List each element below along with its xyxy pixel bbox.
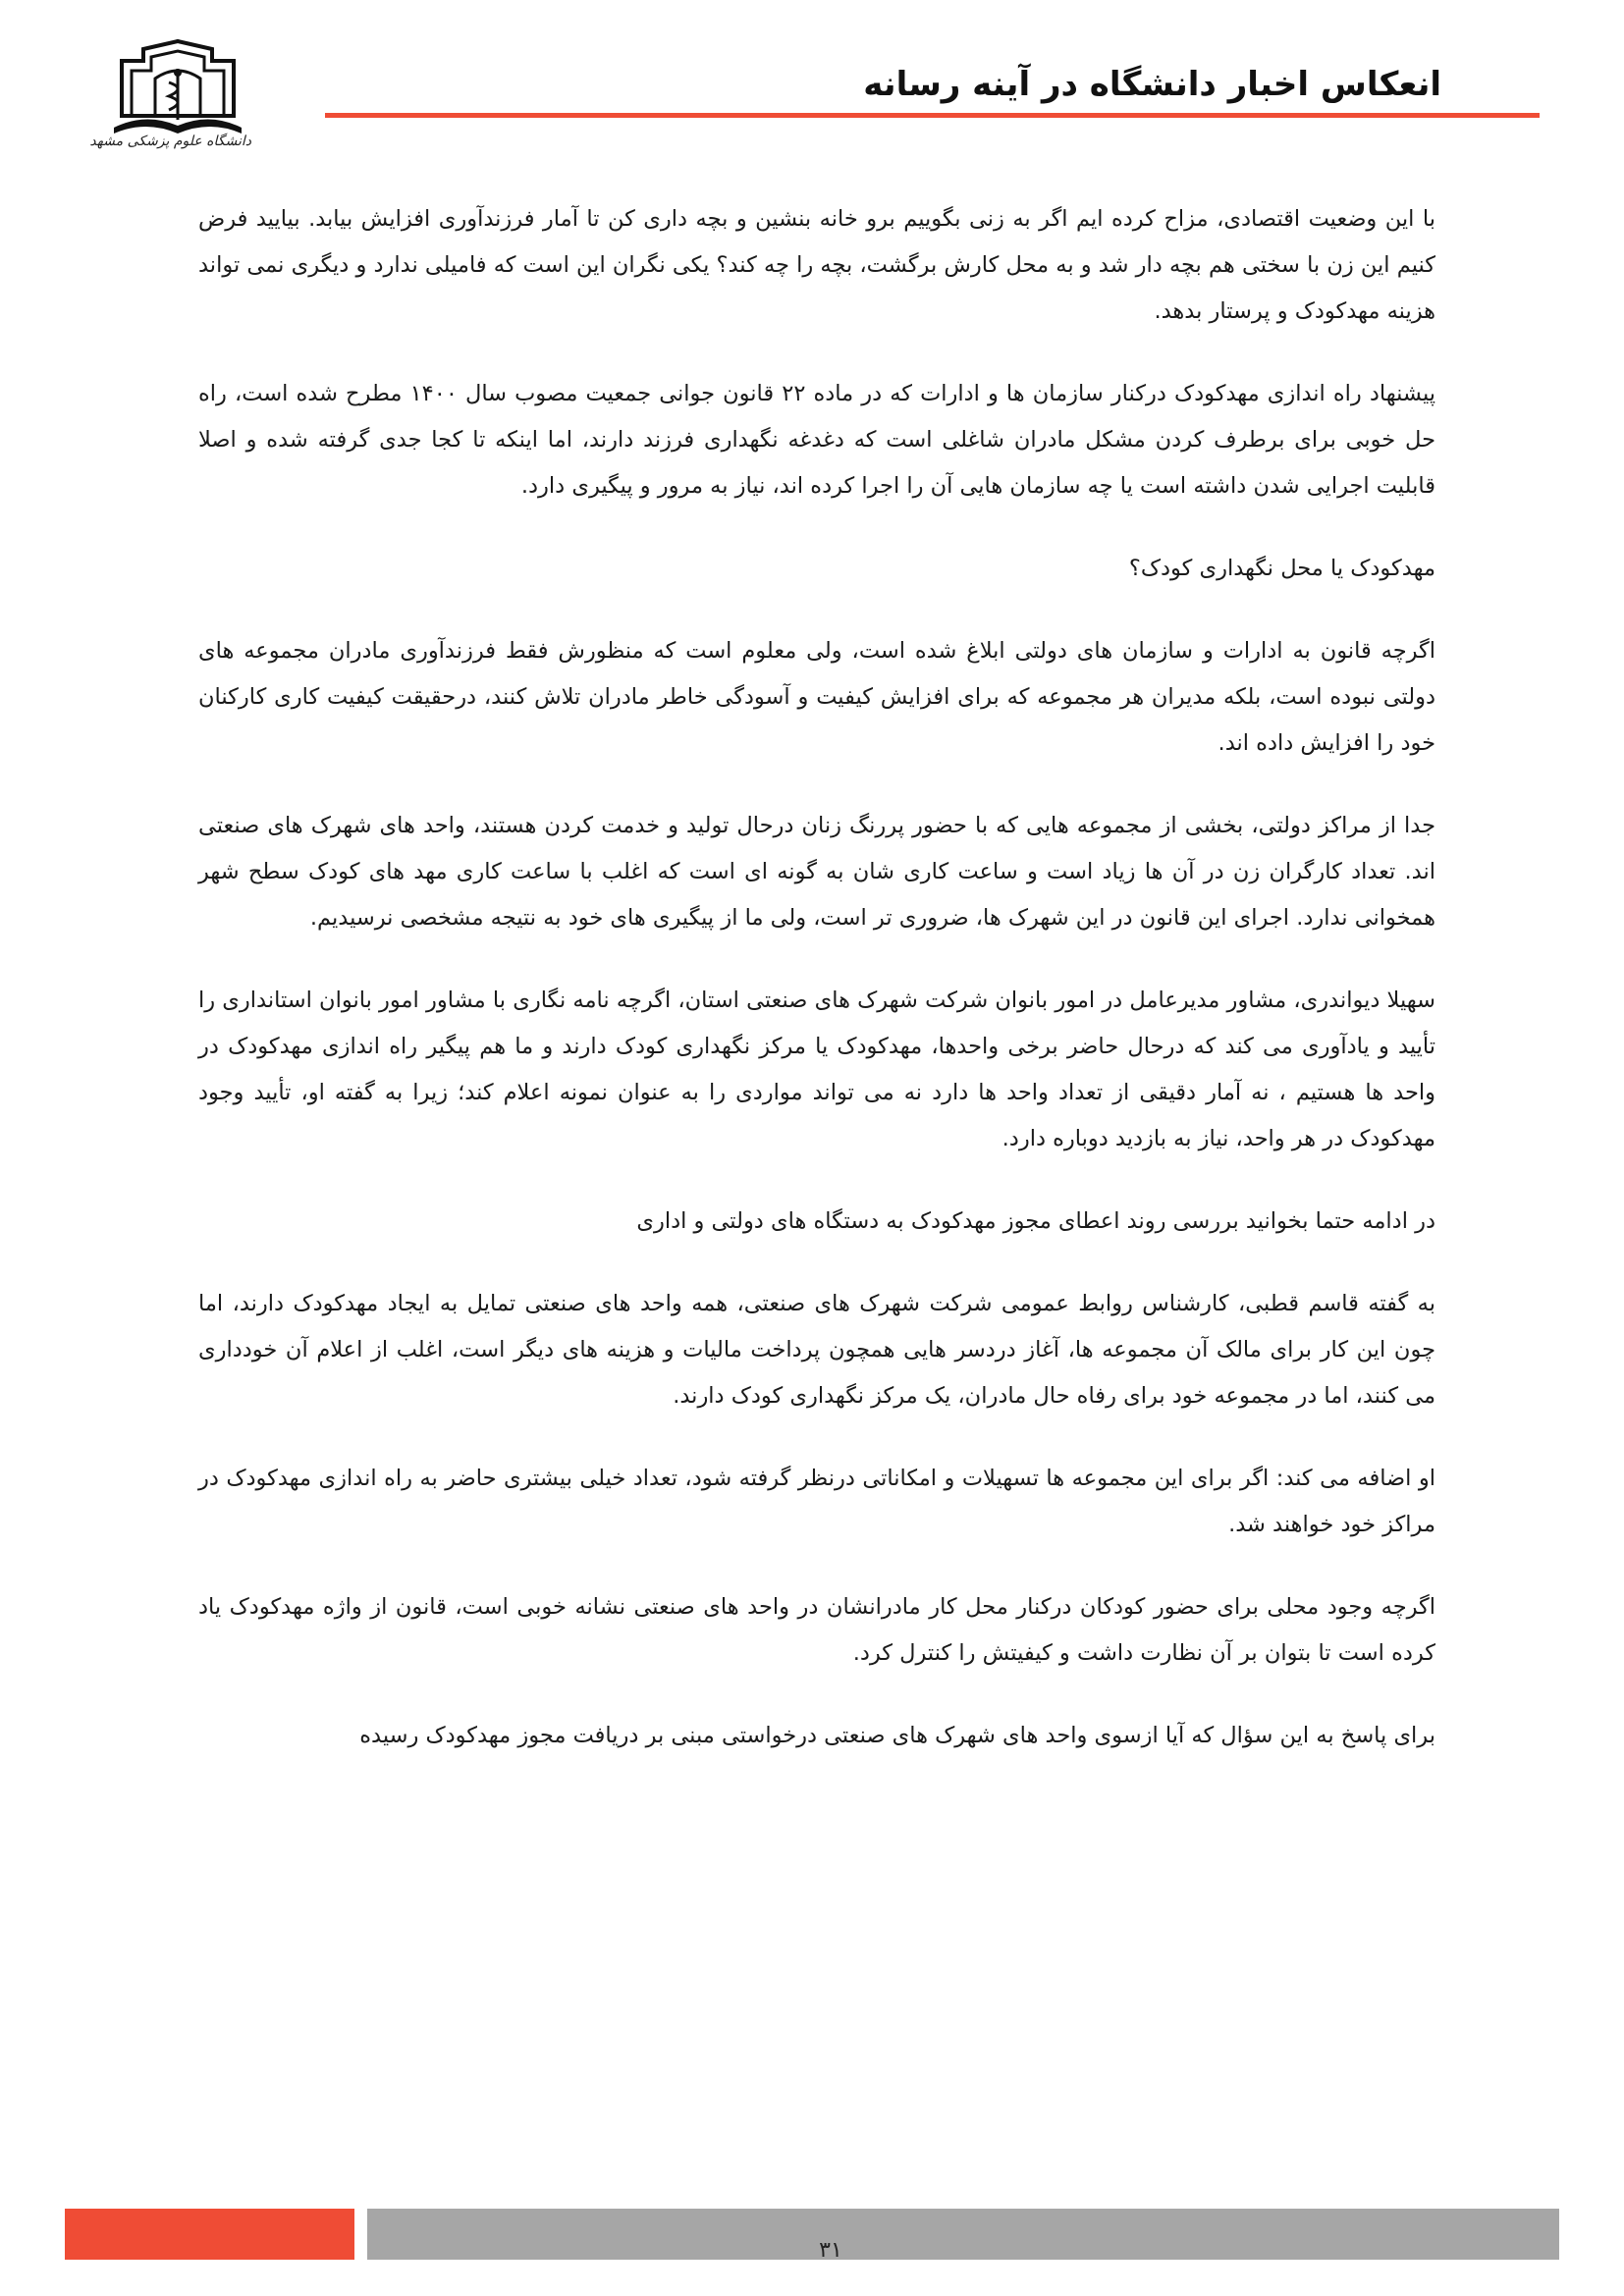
logo-caption: دانشگاه علوم پزشکی مشهد: [89, 133, 251, 149]
header-title: انعکاس اخبار دانشگاه در آینه رسانه: [863, 65, 1441, 104]
article-body: [198, 196, 1435, 1795]
header-rule: [325, 113, 1540, 118]
paragraph: اگرچه وجود محلی برای حضور کودکان درکنار محل کار مادرانشان در واحد های صنعتی نشانه خوبی است، قانون از واژه مهدکودک یاد کرده است تا بتوان بر آن نظارت داشت و کیفیتش را کنترل کرد.: [198, 1594, 1435, 1666]
related-link-text: در ادامه حتما بخوانید بررسی روند اعطای مجوز مهدکودک به دستگاه های دولتی و اداری: [636, 1208, 1435, 1234]
university-emblem-icon: [89, 39, 251, 177]
paragraph: جدا از مراکز دولتی، بخشی از مجموعه هایی که با حضور پررنگ زنان درحال تولید و خدمت کردن هستند، واحد های شهرک های صنعتی اند. تعداد کارگران زن در آن ها زیاد است و ساعت کاری شان به گونه ای است که اغلب با ساعت کاری مهد های کودک سطح شهر همخوانی ندارد. اجرای این قانون در این شهرک ها، ضروری تر است، ولی ما از پیگیری های خود به نتیجه مشخصی نرسیدیم.: [198, 813, 1435, 931]
footer-gray-bar: [367, 2209, 1559, 2260]
paragraph: او اضافه می کند: اگر برای این مجموعه ها تسهیلات و امکاناتی درنظر گرفته شود، تعداد خیلی بیشتری حاضر به راه اندازی مهدکودک در مراکز خود خواهند شد.: [198, 1466, 1435, 1537]
page-number: ۳۱: [819, 2238, 842, 2263]
paragraph: به گفته قاسم قطبی، کارشناس روابط عمومی شرکت شهرک های صنعتی، همه واحد های صنعتی تمایل به ایجاد مهدکودک دارند، اما چون این کار برای مالک آن مجموعه ها، آغاز دردسر هایی همچون پرداخت مالیات و هزینه های دیگر است، اغلب از اعلام آن خودداری می کنند، اما در مجموعه خود برای رفاه حال مادران، یک مرکز نگهداری کودک دارند.: [198, 1291, 1435, 1409]
paragraph: با این وضعیت اقتصادی، مزاح کرده ایم اگر به زنی بگوییم برو خانه بنشین و بچه داری کن تا آمار فرزندآوری افزایش بیابد. بیایید فرض کنیم این زن با سختی هم بچه دار شد و به محل کارش برگشت، بچه را چه کند؟ یکی نگران این است که فامیلی ندارد و دیگری نمی تواند هزینه مهدکودک و پرستار بدهد.: [198, 206, 1435, 324]
page-footer: [65, 2209, 1559, 2264]
paragraph: اگرچه قانون به ادارات و سازمان های دولتی ابلاغ شده است، ولی معلوم است که منظورش فقط فرزندآوری مادران مجموعه های دولتی نبوده است، بلکه مدیران هر مجموعه که برای افزایش کیفیت و آسودگی خاطر مادران تلاش کنند، درحقیقت کیفیت کاری کارکنان خود را افزایش داده اند.: [198, 638, 1435, 756]
paragraph: پیشنهاد راه اندازی مهدکودک درکنار سازمان ها و ادارات که در ماده ۲۲ قانون جوانی جمعیت مصوب سال ۱۴۰۰ مطرح شده است، راه حل خوبی برای برطرف کردن مشکل مادران شاغلی است که دغدغه نگهداری فرزند دارند، اما اینکه تا کجا جدی گرفته شده و اصلا قابلیت اجرایی شدن داشته است یا چه سازمان هایی آن را اجرا کرده اند، نیاز به مرور و پیگیری دارد.: [198, 381, 1436, 499]
paragraph: سهیلا دیواندری، مشاور مدیرعامل در امور بانوان شرکت شهرک های صنعتی استان، اگرچه نامه نگاری با مشاور امور بانوان استانداری را تأیید و یادآوری می کند که درحال حاضر برخی واحدها، مهدکودک یا مرکز نگهداری کودک دارند و ما هم پیگیر راه اندازی مهدکودک در واحد ها هستیم ، نه آمار دقیقی از تعداد واحد ها دارد نه می تواند مواردی را به عنوان نمونه اعلام کند؛ زیرا به گفته او، تأیید وجود مهدکودک در هر واحد، نیاز به بازدید دوباره دارد.: [198, 988, 1435, 1151]
paragraph: برای پاسخ به این سؤال که آیا ازسوی واحد های شهرک های صنعتی درخواستی مبنی بر دریافت مجوز مهدکودک رسیده: [359, 1723, 1435, 1748]
page-header: [65, 39, 1559, 187]
footer-red-bar: [65, 2209, 354, 2260]
section-heading: مهدکودک یا محل نگهداری کودک؟: [1128, 556, 1435, 581]
